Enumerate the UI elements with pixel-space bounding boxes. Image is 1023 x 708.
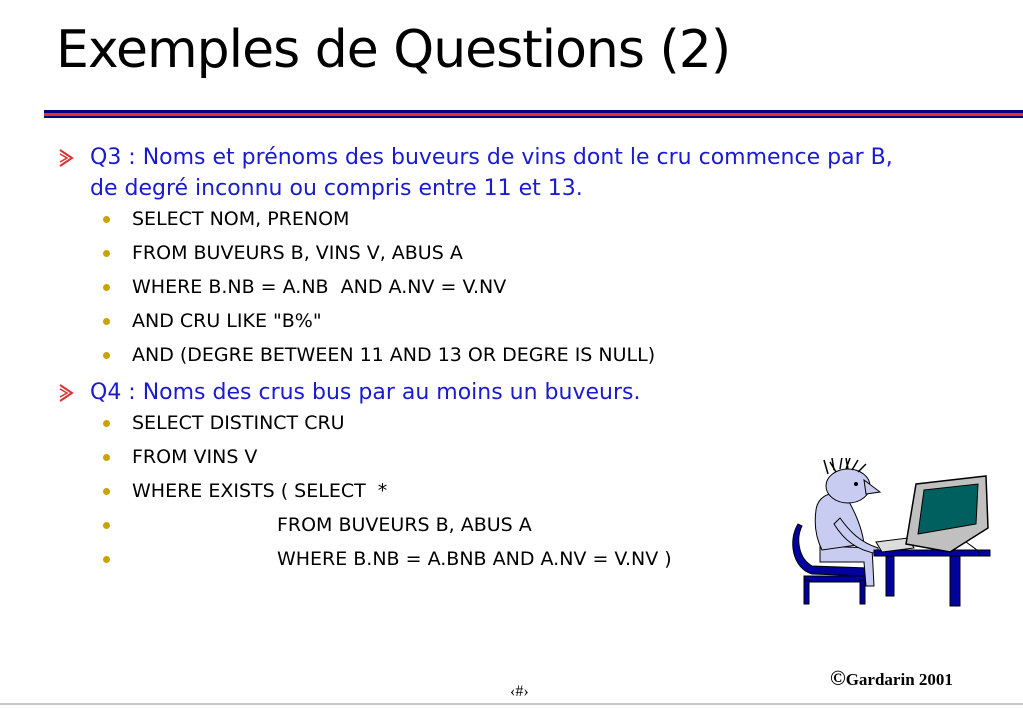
bullet-dot-icon xyxy=(103,250,110,257)
arrow-bullet-icon xyxy=(58,383,74,403)
bullet-dot-icon xyxy=(103,522,110,529)
sql-line-text: AND (DEGRE BETWEEN 11 AND 13 OR DEGRE IS NULL) xyxy=(132,344,656,366)
bullet-dot-icon xyxy=(103,318,110,325)
sql-line-text: FROM BUVEURS B, VINS V, ABUS A xyxy=(132,242,463,264)
sql-line xyxy=(58,411,978,445)
sql-line-text: FROM BUVEURS B, ABUS A xyxy=(132,514,532,536)
sql-line-text: WHERE B.NB = A.BNB AND A.NV = V.NV ) xyxy=(132,548,672,570)
person-at-computer-clipart xyxy=(790,458,1000,608)
sql-line xyxy=(58,275,978,309)
sql-line-text: WHERE EXISTS ( SELECT * xyxy=(132,480,388,502)
footer-divider xyxy=(0,703,1023,705)
bullet-dot-icon xyxy=(103,352,110,359)
sql-line-text: AND CRU LIKE "B%" xyxy=(132,310,322,332)
sql-line-text: FROM VINS V xyxy=(132,446,258,468)
bullet-dot-icon xyxy=(103,284,110,291)
bullet-dot-icon xyxy=(103,488,110,495)
question-q3-line2: de degré inconnu ou compris entre 11 et 13. xyxy=(90,176,583,201)
bullet-dot-icon xyxy=(103,216,110,223)
copyright-symbol: © xyxy=(830,666,846,690)
title-rule-blue-bottom xyxy=(44,116,1023,118)
question-q4 xyxy=(58,377,978,408)
bullet-dot-icon xyxy=(103,454,110,461)
slide-title: Exemples de Questions (2) xyxy=(56,20,731,80)
sql-line-text: SELECT NOM, PRENOM xyxy=(132,208,350,230)
copyright-text: Gardarin 2001 xyxy=(845,670,953,689)
sql-line xyxy=(58,343,978,377)
sql-line-text: WHERE B.NB = A.NB AND A.NV = V.NV xyxy=(132,276,507,298)
sql-line xyxy=(58,207,978,241)
question-q3 xyxy=(58,142,978,204)
copyright-notice xyxy=(830,666,953,691)
question-q3-line1: Q3 : Noms et prénoms des buveurs de vins dont le cru commence par B, xyxy=(90,145,893,170)
bullet-dot-icon xyxy=(103,420,110,427)
question-q4-text: Q4 : Noms des crus bus par au moins un buveurs. xyxy=(90,380,641,405)
sql-line xyxy=(58,309,978,343)
page-number: ‹#› xyxy=(510,683,529,700)
sql-line xyxy=(58,241,978,275)
arrow-bullet-icon xyxy=(58,148,74,168)
bullet-dot-icon xyxy=(103,556,110,563)
sql-line-text: SELECT DISTINCT CRU xyxy=(132,412,345,434)
